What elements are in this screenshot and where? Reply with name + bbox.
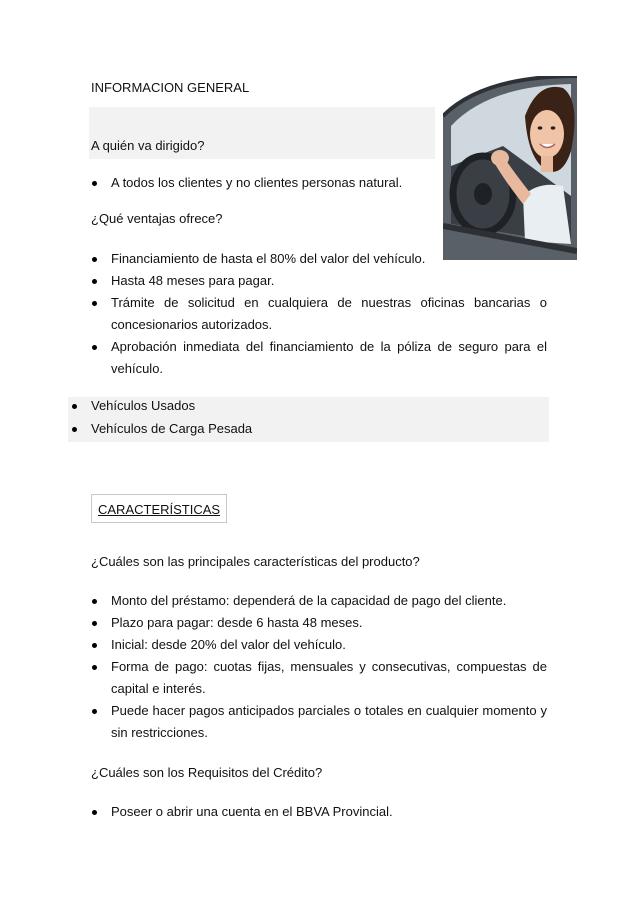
bullet-dot	[92, 665, 97, 670]
list-item: Plazo para pagar: desde 6 hasta 48 meses.	[111, 615, 363, 630]
list-item-line: Aprobación inmediata del financiamiento de la póliza de seguro para el	[111, 339, 547, 354]
list-item-line: concesionarios autorizados.	[111, 317, 273, 332]
question-target-audience: A quién va dirigido?	[91, 138, 205, 153]
bullet-dot	[92, 257, 97, 262]
bullet-dot	[72, 404, 77, 409]
list-item-line: capital e interés.	[111, 681, 206, 696]
list-item: Financiamiento de hasta el 80% del valor del vehículo.	[111, 251, 426, 266]
list-item-line: Puede hacer pagos anticipados parciales o totales en cualquier momento y	[111, 703, 547, 718]
question-advantages: ¿Qué ventajas ofrece?	[91, 211, 223, 226]
list-item: Hasta 48 meses para pagar.	[111, 273, 275, 288]
woman-driving-car-photo-icon	[443, 76, 577, 260]
bullet-dot	[92, 810, 97, 815]
list-item: Monto del préstamo: dependerá de la capacidad de pago del cliente.	[111, 593, 507, 608]
bullet-dot	[92, 181, 97, 186]
bullet-dot	[92, 345, 97, 350]
bullet-dot	[92, 621, 97, 626]
list-item-line: Forma de pago: cuotas fijas, mensuales y consecutivas, compuestas de	[111, 659, 547, 674]
list-item: Inicial: desde 20% del valor del vehículo.	[111, 637, 346, 652]
question-requirements: ¿Cuáles son los Requisitos del Crédito?	[91, 765, 323, 780]
bullet-dot	[92, 301, 97, 306]
list-item-line: Trámite de solicitud en cualquiera de nuestras oficinas bancarias o	[111, 295, 547, 310]
section-title-informacion-general: INFORMACION GENERAL	[91, 80, 250, 95]
bullet-dot	[92, 279, 97, 284]
section-title-caracteristicas: CARACTERÍSTICAS	[98, 502, 221, 517]
list-item: Vehículos de Carga Pesada	[91, 421, 253, 436]
list-item: Vehículos Usados	[91, 398, 196, 413]
bullet-dot	[92, 709, 97, 714]
list-item: Poseer o abrir una cuenta en el BBVA Provincial.	[111, 804, 393, 819]
list-item-line: vehículo.	[111, 361, 164, 376]
bullet-dot	[72, 427, 77, 432]
question-features: ¿Cuáles son las principales características del producto?	[91, 554, 420, 569]
bullet-dot	[92, 643, 97, 648]
list-item-line: sin restricciones.	[111, 725, 208, 740]
bullet-dot	[92, 599, 97, 604]
list-item: A todos los clientes y no clientes personas natural.	[111, 175, 403, 190]
